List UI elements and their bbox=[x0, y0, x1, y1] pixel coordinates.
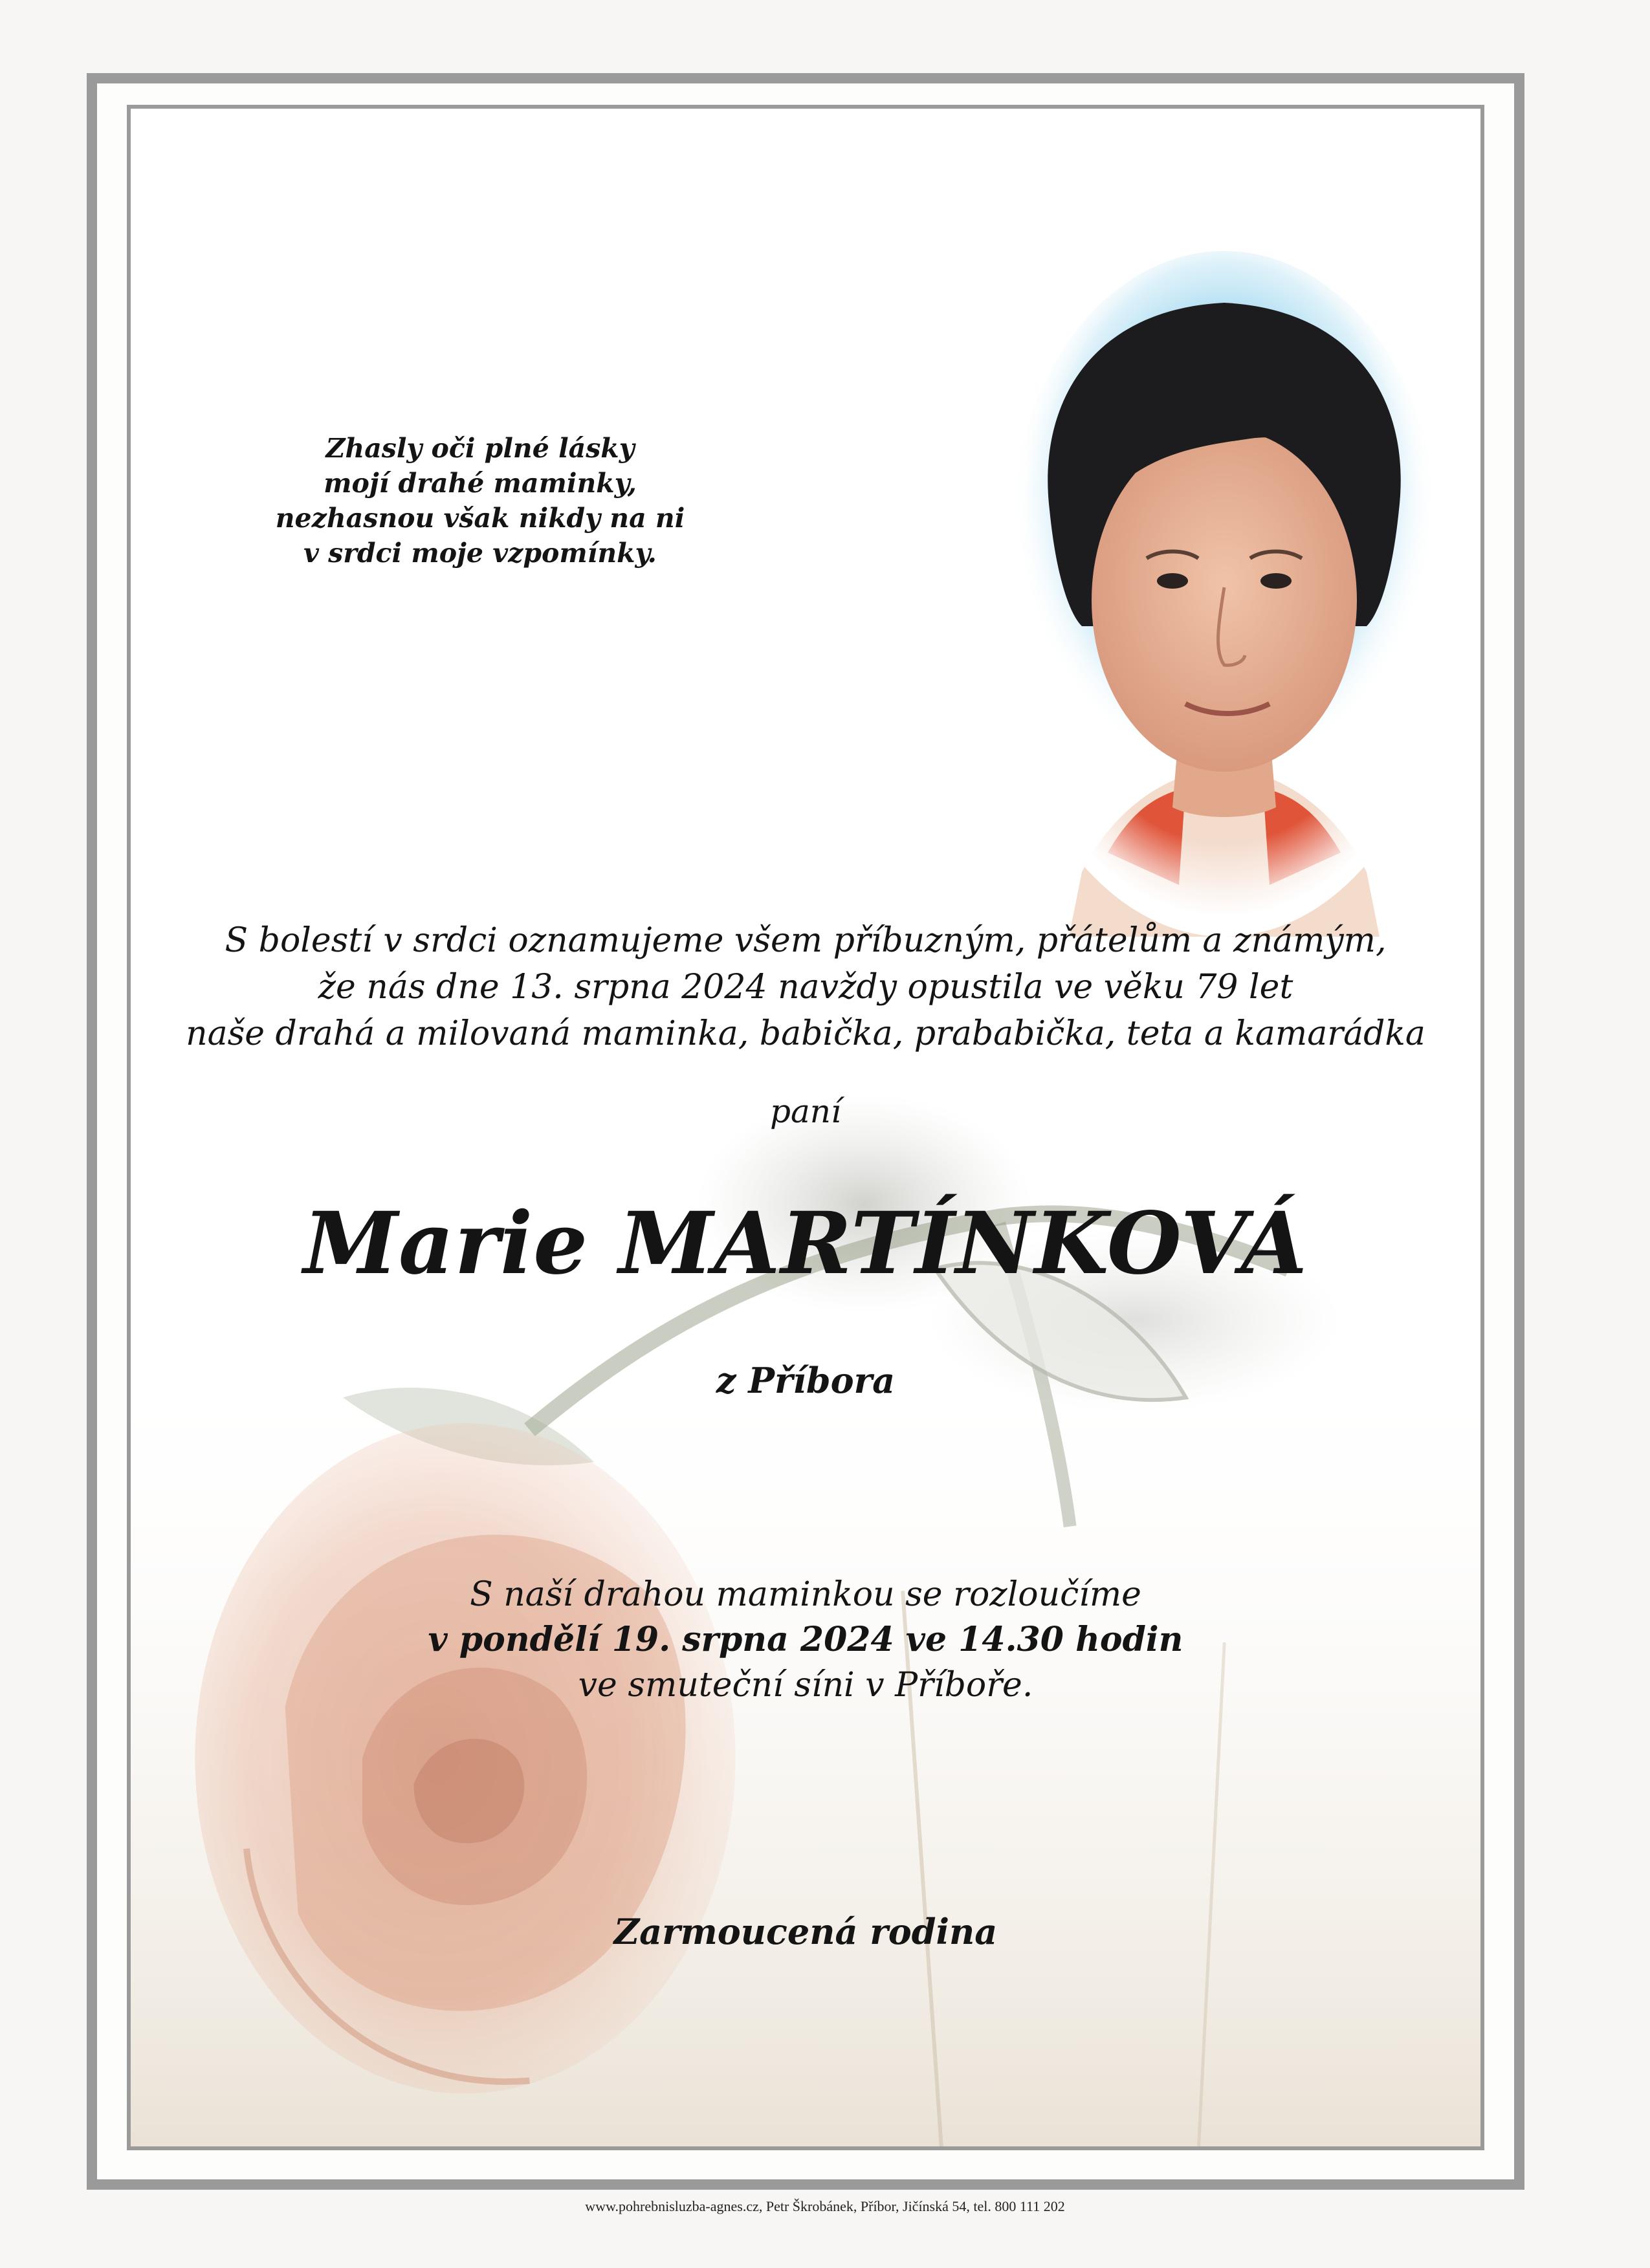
death-announcement bbox=[131, 917, 1480, 1057]
funeral-location: ve smuteční síni v Příboře. bbox=[578, 1666, 1033, 1705]
portrait-photo bbox=[991, 238, 1457, 937]
farewell-line: S naší drahou maminkou se rozloučíme bbox=[470, 1575, 1141, 1614]
signature: Zarmoucená rodina bbox=[613, 1911, 998, 1952]
announcement-line: naše drahá a milovaná maminka, babička, prababička, teta a kamarádka bbox=[186, 1014, 1425, 1053]
inner-frame bbox=[127, 105, 1484, 2150]
poem-line: v srdci moje vzpomínky. bbox=[303, 538, 657, 569]
honorific: paní bbox=[769, 1093, 841, 1130]
announcement-line: že nás dne 13. srpna 2024 navždy opustila ve věku 79 let bbox=[318, 968, 1293, 1007]
funeral-details bbox=[131, 1572, 1480, 1708]
poem-line: mojí drahé maminky, bbox=[324, 468, 637, 499]
footer-contact: www.pohrebnisluzba-agnes.cz, Petr Škrobánek, Příbor, Jičínská 54, tel. 800 111 202 bbox=[585, 2198, 1065, 2214]
deceased-name: Marie MARTÍNKOVÁ bbox=[303, 1194, 1308, 1294]
deceased-origin: z Příbora bbox=[716, 1360, 896, 1401]
poem-line: nezhasnou však nikdy na ni bbox=[275, 503, 685, 534]
funeral-date-time: v pondělí 19. srpna 2024 ve 14.30 hodin bbox=[428, 1620, 1183, 1659]
announcement-line: S bolestí v srdci oznamujeme všem příbuzným, přátelům a známým, bbox=[225, 921, 1387, 960]
poem-line: Zhasly oči plné lásky bbox=[325, 433, 635, 464]
memorial-poem bbox=[234, 431, 726, 571]
